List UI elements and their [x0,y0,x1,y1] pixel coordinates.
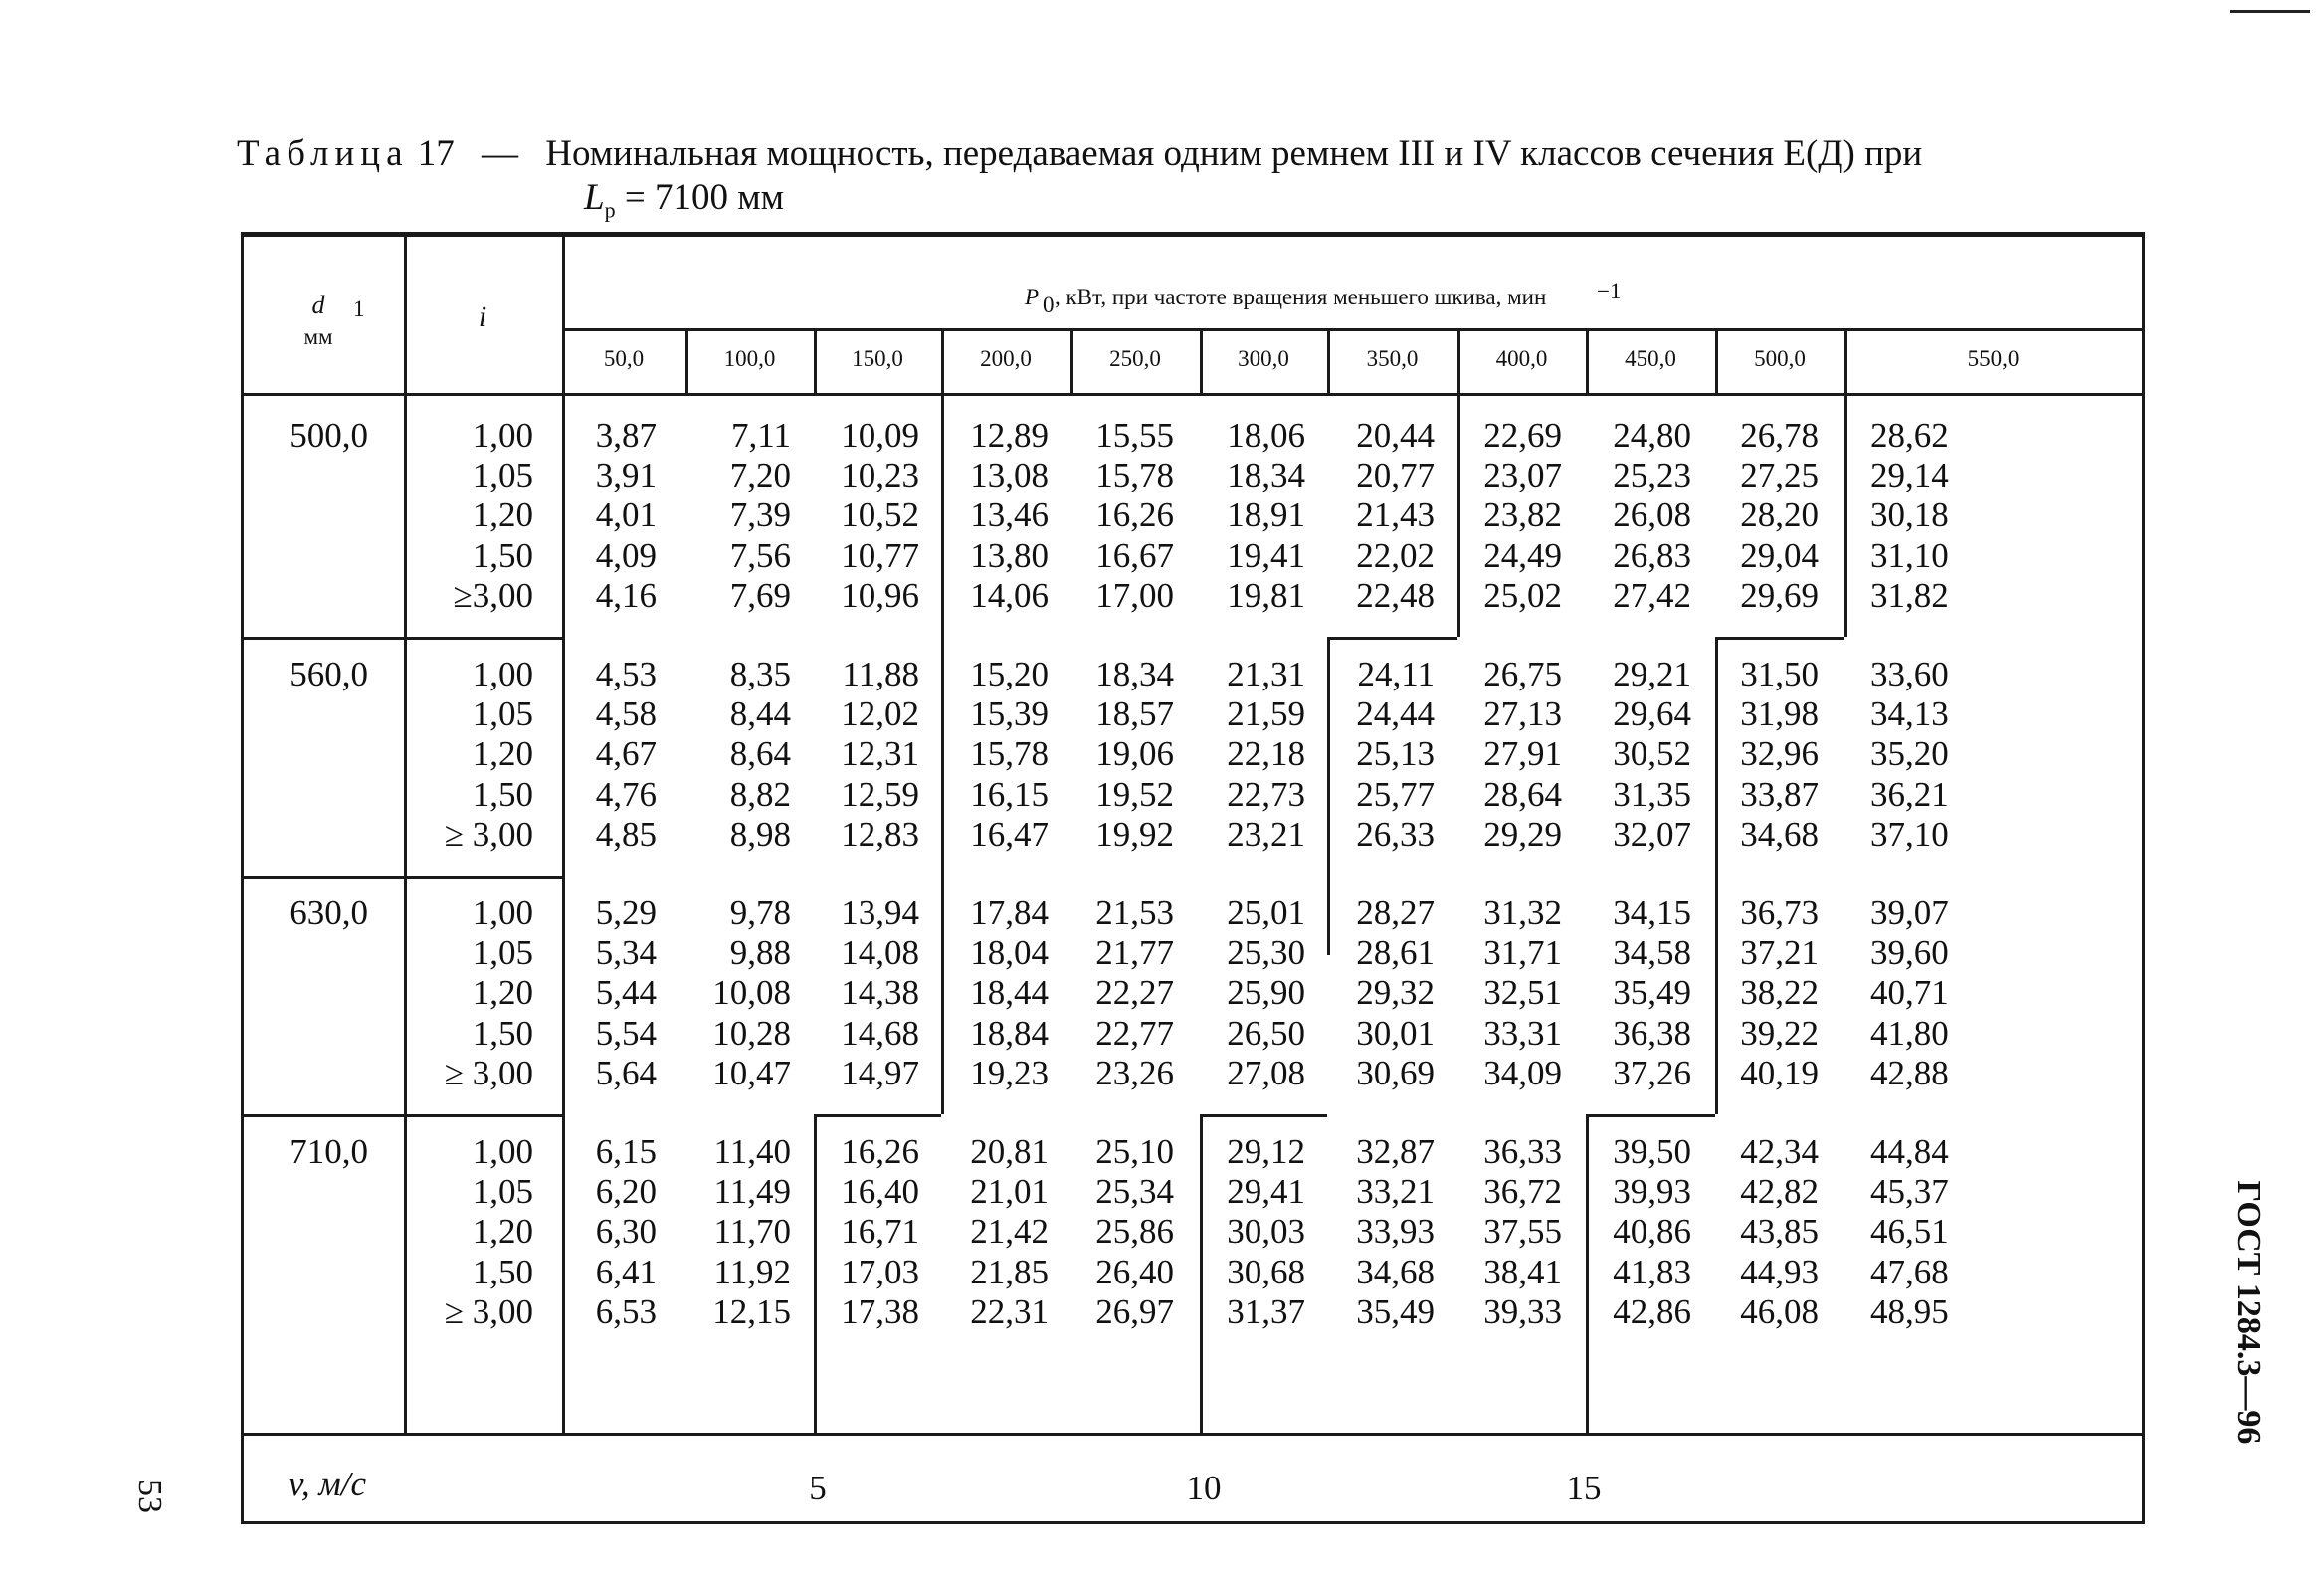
power-cell: 32,96 [1740,734,1819,774]
power-cell: 33,31 [1483,1013,1562,1053]
power-cell: 18,34 [1227,456,1305,495]
power-cell: 7,69 [729,575,791,615]
power-cell: 29,69 [1740,575,1819,615]
header-p-sup: −1 [1597,279,1622,303]
power-cell: 25,34 [1095,1172,1174,1212]
power-cell: 5,64 [595,1053,657,1092]
i-value: 1,00 [472,655,533,693]
i-value: 1,00 [472,1132,533,1171]
header-rpm-6: 350,0 [1366,346,1419,371]
power-cell: 46,08 [1740,1291,1819,1331]
power-cell: 11,49 [713,1172,791,1212]
power-cell: 21,01 [970,1172,1049,1212]
power-cell: 12,59 [841,774,919,814]
power-cell: 4,16 [595,575,657,615]
power-cell: 26,83 [1613,535,1691,575]
power-cell: 4,53 [595,655,657,693]
power-cell: 22,73 [1227,774,1305,814]
power-cell: 46,51 [1870,1212,1949,1252]
top-corner-rule [2230,10,2310,13]
i-value: ≥ 3,00 [444,1291,533,1331]
power-cell: 10,96 [841,575,919,615]
i-value: 1,50 [472,535,533,575]
power-cell: 13,80 [970,535,1049,575]
power-cell: 25,86 [1095,1212,1174,1252]
power-cell: 21,77 [1095,933,1174,973]
power-cell: 22,48 [1356,575,1435,615]
header-p-sub: 0 [1043,293,1055,317]
power-cell: 42,82 [1740,1172,1819,1212]
caption-sub: р [604,197,616,223]
power-cell: 25,10 [1095,1132,1174,1171]
power-cell: 4,85 [595,814,657,854]
power-cell: 5,54 [595,1013,657,1053]
power-cell: 14,97 [841,1053,919,1092]
zone10-top-step [1327,637,1457,640]
power-cell: 4,58 [595,694,657,734]
power-cell: 29,21 [1613,655,1691,693]
i-value: ≥ 3,00 [444,1053,533,1092]
power-cell: 4,67 [595,734,657,774]
group-divider-630 [241,876,562,879]
power-cell: 38,41 [1483,1252,1562,1291]
zone15-top-vertical [1844,396,1847,637]
power-cell: 31,82 [1870,575,1949,615]
power-cell: 24,11 [1357,655,1435,693]
power-cell: 34,58 [1613,933,1691,973]
power-cell: 16,26 [1095,495,1174,535]
power-cell: 10,28 [712,1013,791,1053]
power-cell: 4,09 [595,535,657,575]
power-cell: 29,29 [1483,814,1562,854]
header-bottom-line [241,393,2142,396]
power-cell: 13,46 [970,495,1049,535]
i-value: 1,50 [472,1013,533,1053]
caption-text: Номинальная мощность, передаваемая одним ремнем III и IV классов сечения Е(Д) при [545,133,1923,174]
power-cell: 10,23 [841,456,919,495]
group-d-value: 560,0 [290,655,368,693]
power-cell: 16,26 [841,1132,919,1171]
power-cell: 17,84 [970,893,1049,932]
power-cell: 25,02 [1483,575,1562,615]
power-cell: 30,52 [1613,734,1691,774]
header-rpm-5: 300,0 [1238,346,1289,371]
power-cell: 12,83 [841,814,919,854]
power-cell: 20,81 [970,1132,1049,1171]
power-cell: 13,08 [970,456,1049,495]
power-cell: 12,89 [970,416,1049,455]
power-cell: 15,20 [970,655,1049,693]
power-cell: 15,39 [970,694,1049,734]
power-cell: 5,29 [595,893,657,932]
power-cell: 25,23 [1613,456,1691,495]
power-cell: 7,56 [729,535,791,575]
power-cell: 12,02 [841,694,919,734]
power-cell: 44,93 [1740,1252,1819,1291]
i-value: ≥ 3,00 [444,814,533,854]
power-cell: 25,30 [1227,933,1305,973]
power-cell: 33,21 [1356,1172,1435,1212]
power-cell: 23,26 [1095,1053,1174,1092]
power-cell: 28,64 [1483,774,1562,814]
power-cell: 39,93 [1613,1172,1691,1212]
header-rpm-9: 500,0 [1754,346,1806,371]
power-cell: 28,20 [1740,495,1819,535]
power-cell: 30,68 [1227,1252,1305,1291]
power-cell: 34,15 [1613,893,1691,932]
power-cell: 10,52 [841,495,919,535]
power-cell: 4,76 [595,774,657,814]
i-value: 1,20 [472,973,533,1013]
power-cell: 18,84 [970,1013,1049,1053]
power-cell: 22,02 [1356,535,1435,575]
caption-var: L [584,177,605,218]
power-cell: 6,30 [595,1212,657,1252]
power-cell: 21,53 [1095,893,1174,932]
power-cell: 16,71 [841,1212,919,1252]
power-cell: 8,35 [729,655,791,693]
power-cell: 21,59 [1227,694,1305,734]
header-rpm-3: 200,0 [980,346,1032,371]
power-cell: 5,34 [595,933,657,973]
power-cell: 27,91 [1483,734,1562,774]
power-cell: 19,52 [1095,774,1174,814]
power-cell: 36,21 [1870,774,1949,814]
power-cell: 20,77 [1356,456,1435,495]
power-cell: 22,18 [1227,734,1305,774]
power-cell: 15,55 [1095,416,1174,455]
power-cell: 39,60 [1870,933,1949,973]
power-cell: 16,15 [970,774,1049,814]
power-cell: 6,15 [595,1132,657,1171]
power-cell: 37,26 [1613,1053,1691,1092]
power-cell: 40,86 [1613,1212,1691,1252]
power-cell: 7,39 [729,495,791,535]
power-cell: 6,41 [595,1252,657,1291]
speed-value-0: 5 [809,1469,827,1507]
power-cell: 13,94 [841,893,919,932]
power-cell: 11,92 [713,1252,791,1291]
power-cell: 20,44 [1356,416,1435,455]
power-cell: 23,82 [1483,495,1562,535]
power-cell: 34,68 [1356,1252,1435,1291]
power-cell: 9,78 [729,893,791,932]
power-cell: 12,31 [841,734,919,774]
power-cell: 11,70 [713,1212,791,1252]
i-value: 1,00 [472,893,533,932]
group-d-value: 630,0 [290,893,368,932]
power-cell: 29,32 [1356,973,1435,1013]
power-cell: 37,21 [1740,933,1819,973]
power-cell: 10,09 [841,416,919,455]
power-cell: 26,78 [1740,416,1819,455]
i-value: 1,20 [472,1212,533,1252]
power-cell: 34,13 [1870,694,1949,734]
power-cell: 42,34 [1740,1132,1819,1171]
header-i-label: i [478,300,487,333]
power-cell: 34,68 [1740,814,1819,854]
power-cell: 18,91 [1227,495,1305,535]
power-cell: 24,44 [1356,694,1435,734]
power-cell: 31,35 [1613,774,1691,814]
zone15-step-a [1715,637,1844,640]
zone10-step [1200,1114,1327,1117]
header-p-label: P [1025,285,1040,309]
power-cell: 4,01 [595,495,657,535]
header-rpm-2: 150,0 [852,346,903,371]
header-p-text: , кВт, при частоте вращения меньшего шкива, мин [1055,285,1547,309]
standard-designation: ГОСТ 1284.3—96 [2230,1180,2267,1445]
power-cell: 35,49 [1613,973,1691,1013]
power-cell: 18,44 [970,973,1049,1013]
power-cell: 45,37 [1870,1172,1949,1212]
power-cell: 38,22 [1740,973,1819,1013]
header-d-unit: мм [303,324,333,349]
power-cell: 22,27 [1095,973,1174,1013]
power-cell: 31,50 [1740,655,1819,693]
power-cell: 21,42 [970,1212,1049,1252]
power-cell: 21,85 [970,1252,1049,1291]
power-cell: 26,08 [1613,495,1691,535]
header-rpm-0: 50,0 [603,346,645,371]
power-cell: 33,87 [1740,774,1819,814]
zone5-step [814,1114,941,1117]
power-cell: 39,33 [1483,1291,1562,1331]
power-cell: 26,97 [1095,1291,1174,1331]
power-cell: 37,10 [1870,814,1949,854]
power-cell: 16,67 [1095,535,1174,575]
i-value: 1,05 [472,933,533,973]
power-cell: 21,31 [1227,655,1305,693]
power-cell: 48,95 [1870,1291,1949,1331]
power-cell: 16,47 [970,814,1049,854]
power-cell: 17,03 [841,1252,919,1291]
power-cell: 6,53 [595,1291,657,1331]
header-d-sub: 1 [353,296,365,321]
power-cell: 27,13 [1483,694,1562,734]
power-cell: 28,61 [1356,933,1435,973]
power-cell: 27,42 [1613,575,1691,615]
caption-rest: = 7100 мм [615,177,785,218]
caption-line2 [584,177,784,231]
power-cell: 36,73 [1740,893,1819,932]
group-d-value: 710,0 [290,1132,368,1171]
power-cell: 14,06 [970,575,1049,615]
power-cell: 27,08 [1227,1053,1305,1092]
power-cell: 31,10 [1870,535,1949,575]
power-cell: 19,41 [1227,535,1305,575]
power-cell: 39,07 [1870,893,1949,932]
power-cell: 33,93 [1356,1212,1435,1252]
power-cell: 25,13 [1356,734,1435,774]
header-d-label: d [311,291,325,319]
header-rpm-4: 250,0 [1109,346,1161,371]
power-cell: 7,20 [729,456,791,495]
speed-row-divider [241,1433,2142,1436]
i-value: 1,20 [472,734,533,774]
power-cell: 3,87 [595,416,657,455]
power-cell: 11,88 [842,655,919,693]
header-rpm-line [562,328,2142,331]
power-cell: 10,08 [712,973,791,1013]
power-cell: 31,71 [1483,933,1562,973]
power-cell: 25,90 [1227,973,1305,1013]
power-cell: 35,49 [1356,1291,1435,1331]
power-cell: 25,01 [1227,893,1305,932]
speed-value-1: 10 [1186,1469,1222,1507]
power-cell: 26,50 [1227,1013,1305,1053]
power-cell: 22,31 [970,1291,1049,1331]
power-cell: 27,25 [1740,456,1819,495]
power-cell: 36,38 [1613,1013,1691,1053]
power-cell: 30,69 [1356,1053,1435,1092]
power-cell: 29,64 [1613,694,1691,734]
zone15-step-b [1586,1114,1715,1117]
caption-label: Таблица [237,133,409,174]
power-cell: 23,07 [1483,456,1562,495]
power-cell: 31,98 [1740,694,1819,734]
power-cell: 18,34 [1095,655,1174,693]
group-divider-560 [241,637,562,640]
table-top-border [241,232,2145,237]
i-value: 1,50 [472,774,533,814]
power-cell: 8,82 [729,774,791,814]
power-cell: 34,09 [1483,1053,1562,1092]
power-cell: 23,21 [1227,814,1305,854]
power-cell: 14,68 [841,1013,919,1053]
power-cell: 26,75 [1483,655,1562,693]
power-cell: 16,40 [841,1172,919,1212]
power-cell: 14,38 [841,973,919,1013]
power-cell: 47,68 [1870,1252,1949,1291]
power-cell: 30,18 [1870,495,1949,535]
power-cell: 25,77 [1356,774,1435,814]
header-rpm-1: 100,0 [723,346,776,371]
power-cell: 15,78 [1095,456,1174,495]
power-cell: 42,86 [1613,1291,1691,1331]
i-value: ≥3,00 [453,575,533,615]
power-cell: 39,50 [1613,1132,1691,1171]
power-cell: 12,15 [712,1291,791,1331]
power-cell: 26,33 [1356,814,1435,854]
caption-dash: — [482,133,518,174]
header-rpm-8: 450,0 [1625,346,1676,371]
i-value: 1,20 [472,495,533,535]
header-rpm-10: 550,0 [1967,346,2020,371]
power-cell: 18,04 [970,933,1049,973]
page-number: 53 [131,1479,168,1513]
power-cell: 8,98 [729,814,791,854]
power-cell: 10,47 [712,1053,791,1092]
power-cell: 3,91 [595,456,657,495]
power-cell: 26,40 [1095,1252,1174,1291]
power-cell: 29,14 [1870,456,1949,495]
power-cell: 15,78 [970,734,1049,774]
group-divider-710 [241,1114,562,1117]
power-cell: 19,23 [970,1053,1049,1092]
power-cell: 28,27 [1356,893,1435,932]
power-cell: 24,80 [1613,416,1691,455]
power-cell: 32,51 [1483,973,1562,1013]
power-cell: 39,22 [1740,1013,1819,1053]
i-value: 1,00 [472,416,533,455]
power-cell: 18,06 [1227,416,1305,455]
i-value: 1,50 [472,1252,533,1291]
power-cell: 40,19 [1740,1053,1819,1092]
power-cell: 41,80 [1870,1013,1949,1053]
power-cell: 17,00 [1095,575,1174,615]
power-cell: 8,64 [729,734,791,774]
power-cell: 10,77 [841,535,919,575]
power-cell: 9,88 [729,933,791,973]
power-cell: 35,20 [1870,734,1949,774]
power-cell: 29,12 [1227,1132,1305,1171]
speed-label: v, м/с [289,1465,367,1503]
power-cell: 22,77 [1095,1013,1174,1053]
caption-number: 17 [417,133,455,174]
i-value: 1,05 [472,456,533,495]
header-rpm-7: 400,0 [1495,346,1548,371]
power-cell: 29,41 [1227,1172,1305,1212]
power-cell: 44,84 [1870,1132,1949,1171]
power-cell: 33,60 [1870,655,1949,693]
power-cell: 5,44 [595,973,657,1013]
power-cell: 36,33 [1483,1132,1562,1171]
power-cell: 6,20 [595,1172,657,1212]
power-cell: 37,55 [1483,1212,1562,1252]
power-cell: 42,88 [1870,1053,1949,1092]
power-cell: 30,03 [1227,1212,1305,1252]
speed-value-2: 15 [1566,1469,1602,1507]
power-cell: 17,38 [841,1291,919,1331]
power-cell: 31,32 [1483,893,1562,932]
power-cell: 32,07 [1613,814,1691,854]
power-cell: 18,57 [1095,694,1174,734]
i-value: 1,05 [472,694,533,734]
power-cell: 11,40 [713,1132,791,1171]
power-cell: 41,83 [1613,1252,1691,1291]
power-cell: 14,08 [841,933,919,973]
power-cell: 32,87 [1356,1132,1435,1171]
power-cell: 7,11 [731,416,791,455]
power-cell: 21,43 [1356,495,1435,535]
power-cell: 28,62 [1870,416,1949,455]
power-cell: 40,71 [1870,973,1949,1013]
table-bottom-border [241,1521,2145,1524]
group-d-value: 500,0 [290,416,368,455]
power-cell: 19,06 [1095,734,1174,774]
power-cell: 19,92 [1095,814,1174,854]
table-caption [237,133,1922,175]
power-cell: 30,01 [1356,1013,1435,1053]
power-cell: 31,37 [1227,1291,1305,1331]
i-value: 1,05 [472,1172,533,1212]
table-right-border [2142,232,2145,1521]
power-cell: 22,69 [1483,416,1562,455]
power-cell: 36,72 [1483,1172,1562,1212]
power-cell: 19,81 [1227,575,1305,615]
power-cell: 43,85 [1740,1212,1819,1252]
power-cell: 8,44 [729,694,791,734]
power-cell: 29,04 [1740,535,1819,575]
power-cell: 24,49 [1483,535,1562,575]
